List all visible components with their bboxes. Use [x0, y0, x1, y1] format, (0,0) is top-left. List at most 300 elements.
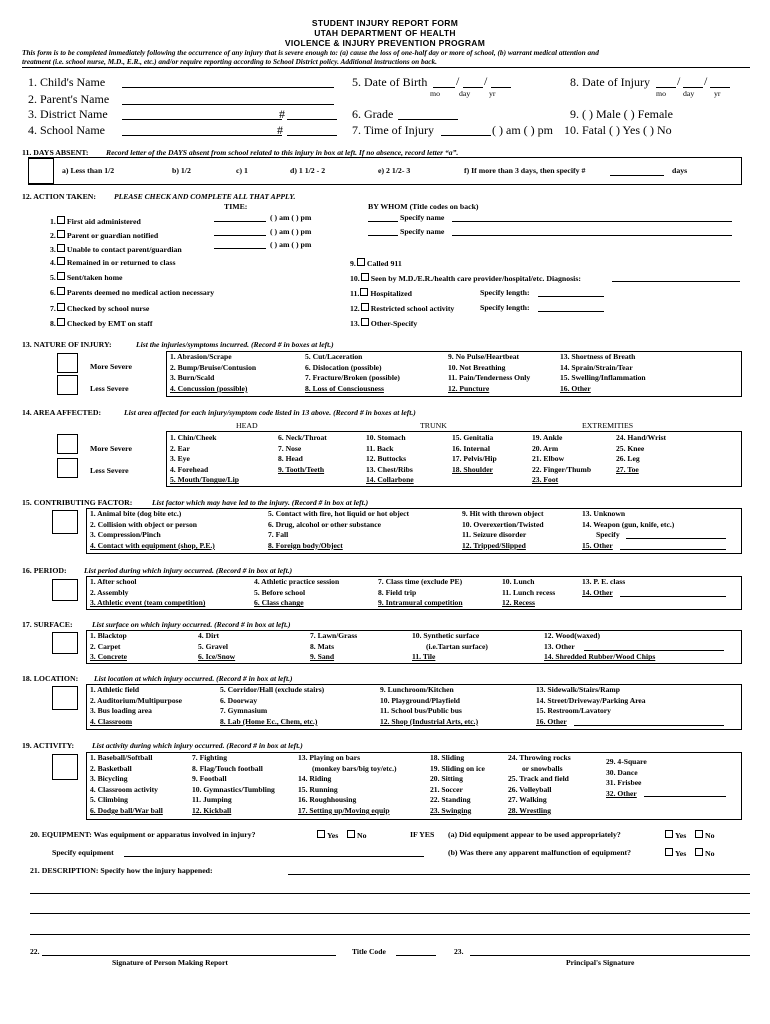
- surface-col-3: [310, 631, 357, 663]
- area-code: 21. Elbow: [532, 454, 565, 464]
- nature-code: 16. Other: [560, 383, 591, 393]
- description-line-3[interactable]: [30, 913, 750, 914]
- factor-code: 1. Animal bite (dog bite etc.): [90, 509, 182, 518]
- title-code-field[interactable]: [396, 955, 436, 956]
- activity-title: 19. ACTIVITY:: [22, 741, 75, 750]
- principal-signature-field[interactable]: [470, 955, 750, 956]
- nature-more-severe-box[interactable]: [57, 353, 78, 373]
- location-code: 7. Gymnasium: [220, 706, 268, 716]
- action-item-8[interactable]: [50, 318, 153, 328]
- action-7-checkbox[interactable]: [57, 303, 65, 311]
- time-of-injury-field[interactable]: [441, 135, 491, 136]
- activity-col-5: [508, 753, 571, 817]
- activity-code: 29. 4-Square: [606, 757, 647, 766]
- area-more-severe-box[interactable]: [57, 434, 78, 454]
- action-13-checkbox[interactable]: [361, 318, 369, 326]
- action-item-2[interactable]: [50, 230, 158, 240]
- injury-yr-caption: yr: [714, 89, 721, 98]
- activity-instructions: List activity during which injury occurred. (Record # in box at left.): [92, 741, 303, 750]
- action-11-label: Hospitalized: [370, 289, 412, 298]
- location-code: 6. Doorway: [220, 695, 258, 705]
- action-item-1[interactable]: [50, 216, 141, 226]
- surface-col-5: [544, 631, 655, 663]
- period-box[interactable]: [52, 579, 78, 601]
- area-code: 4. Forehead: [170, 464, 209, 474]
- surface-code: 3. Concrete: [90, 652, 127, 662]
- action-item-7[interactable]: [50, 303, 149, 313]
- weapon-specify-field[interactable]: [626, 538, 726, 539]
- activity-code: 15. Running: [298, 784, 338, 794]
- action-3-label: Unable to contact parent/guardian: [66, 245, 182, 254]
- period-code: 5. Before school: [254, 587, 306, 597]
- instructions-line-2: treatment (i.e. school nurse, M.D., E.R., etc.) and/or require reporting according to School District policy. Additional instructions on back.: [22, 57, 438, 66]
- equipment-a-no[interactable]: [694, 830, 715, 840]
- period-code: 7. Class time (exclude PE): [378, 577, 463, 586]
- fatal-options[interactable]: 10. Fatal ( ) Yes ( ) No: [564, 123, 672, 137]
- action-9-label: Called 911: [366, 259, 402, 268]
- activity-col-1: [90, 753, 163, 817]
- nature-less-severe-box[interactable]: [57, 375, 78, 395]
- area-code: 11. Back: [366, 443, 394, 453]
- action-item-5[interactable]: [50, 272, 123, 282]
- days-specify-field[interactable]: [610, 175, 664, 176]
- location-other-field[interactable]: [574, 725, 724, 726]
- description-line-4[interactable]: [30, 934, 750, 935]
- activity-code: 1. Baseball/Softball: [90, 753, 153, 762]
- equipment-question-b: (b) Was there any apparent malfunction of equipment?: [448, 848, 632, 857]
- factor-code: 4. Contact with equipment (shop, P.E.): [90, 540, 215, 550]
- factor-col-3: [462, 509, 544, 551]
- factor-other-field[interactable]: [620, 549, 726, 550]
- birth-date-label: 5. Date of Birth: [352, 75, 428, 89]
- action-item-9[interactable]: [350, 258, 402, 268]
- days-option-f: f) If more than 3 days, then specify #: [464, 166, 586, 175]
- nature-code: 8. Loss of Consciousness: [305, 383, 384, 393]
- action-10-label: Seen by M.D./E.R./health care provider/hospital/etc. Diagnosis:: [370, 274, 581, 283]
- birth-day-caption: day: [459, 89, 471, 98]
- program-name: VIOLENCE & INJURY PREVENTION PROGRAM: [284, 38, 486, 48]
- area-code: 23. Foot: [532, 475, 559, 485]
- activity-other-field[interactable]: [644, 796, 726, 797]
- nature-col-1: [170, 352, 256, 394]
- department-name: UTAH DEPARTMENT OF HEALTH: [314, 28, 456, 38]
- nature-code: 1. Abrasion/Scrape: [170, 352, 232, 361]
- action-6-label: Parents deemed no medical action necessary: [66, 288, 215, 297]
- activity-code: 13. Playing on bars: [298, 753, 361, 762]
- activity-code: 25. Track and field: [508, 774, 569, 784]
- action-1-time-field[interactable]: [214, 221, 266, 222]
- area-less-severe-box[interactable]: [57, 458, 78, 478]
- activity-col-4: [430, 753, 485, 817]
- action-1-number: 1.: [50, 217, 56, 226]
- area-code: 10. Stomach: [366, 433, 406, 442]
- principal-signature-caption: Principal's Signature: [566, 958, 635, 967]
- equipment-b-no-label: No: [705, 849, 715, 858]
- area-code: 26. Leg: [616, 454, 640, 464]
- injury-day-caption: day: [683, 89, 695, 98]
- activity-code: 14. Riding: [298, 774, 332, 784]
- nature-code: 13. Shortness of Breath: [560, 352, 636, 361]
- surface-code: 12. Wood(waxed): [544, 631, 600, 640]
- nature-code: 4. Concussion (possible): [170, 383, 248, 393]
- activity-code: 32. Other: [606, 788, 637, 798]
- area-code: 16. Internal: [452, 443, 490, 453]
- action-11-checkbox[interactable]: [360, 288, 368, 296]
- action-3-ampm[interactable]: ( ) am ( ) pm: [270, 240, 312, 249]
- action-4-checkbox[interactable]: [57, 257, 65, 265]
- activity-code: 18. Sliding: [430, 753, 465, 762]
- area-extremities-header: EXTREMITIES: [582, 421, 634, 430]
- area-col-5: [532, 433, 591, 486]
- action-item-6[interactable]: [50, 287, 214, 297]
- equipment-no[interactable]: [346, 830, 367, 840]
- period-other-field[interactable]: [620, 596, 726, 597]
- activity-code: 2. Basketball: [90, 763, 132, 773]
- days-absent-box[interactable]: [28, 158, 54, 184]
- factor-box[interactable]: [52, 510, 78, 534]
- factor-code: Specify: [596, 530, 620, 540]
- factor-instructions: List factor which may have led to the injury. (Record # in box at left.): [152, 498, 369, 507]
- factor-code: 2. Collision with object or person: [90, 519, 198, 529]
- surface-code: 1. Blacktop: [90, 631, 127, 640]
- action-item-3[interactable]: [50, 244, 182, 254]
- activity-code: 19. Sliding on ice: [430, 763, 485, 773]
- form-title: STUDENT INJURY REPORT FORM: [311, 18, 459, 28]
- activity-code: 9. Football: [192, 774, 227, 784]
- surface-code: (i.e.Tartan surface): [426, 641, 488, 651]
- activity-code: 16. Roughhousing: [298, 795, 357, 805]
- action-12-number: 12.: [350, 304, 360, 313]
- specify-equipment-field[interactable]: [124, 856, 424, 857]
- area-code: 14. Collarbone: [366, 475, 414, 485]
- action-item-11[interactable]: [350, 288, 412, 298]
- equipment-a-yes-label: Yes: [675, 831, 687, 840]
- injury-year-field[interactable]: [710, 87, 730, 88]
- action-1-title-code-field[interactable]: [368, 221, 398, 222]
- activity-code: 12. Kickball: [192, 805, 232, 815]
- action-10-checkbox[interactable]: [361, 273, 369, 281]
- days-caption: days: [672, 166, 688, 175]
- area-code: 25. Knee: [616, 443, 645, 453]
- nature-code: 7. Fracture/Broken (possible): [305, 373, 400, 383]
- area-code: 3. Eye: [170, 454, 190, 464]
- activity-code: 26. Volleyball: [508, 784, 552, 794]
- birth-year-field[interactable]: [491, 87, 511, 88]
- header-divider: [22, 67, 750, 68]
- surface-title: 17. SURFACE:: [22, 620, 73, 629]
- surface-code: 14. Shredded Rubber/Wood Chips: [544, 652, 656, 662]
- activity-code: 7. Fighting: [192, 753, 228, 762]
- equipment-b-yes[interactable]: [664, 848, 686, 858]
- activity-code: 17. Setting up/Moving equip: [298, 805, 390, 815]
- period-col-1: [90, 577, 205, 609]
- nature-code: 15. Swelling/Inflammation: [560, 373, 646, 383]
- action-item-4[interactable]: [50, 257, 176, 267]
- activity-code: or snowballs: [522, 763, 563, 773]
- action-6-number: 6.: [50, 288, 56, 297]
- action-1-specify-field[interactable]: [452, 221, 732, 222]
- grade-label: 6. Grade: [352, 107, 394, 121]
- action-3-checkbox[interactable]: [57, 244, 65, 252]
- area-col-1: [170, 433, 239, 486]
- area-col-4: [452, 433, 497, 475]
- surface-code: 8. Mats: [310, 641, 335, 651]
- action-12-checkbox[interactable]: [361, 303, 369, 311]
- parent-name-label: 2. Parent's Name: [28, 92, 110, 106]
- action-5-label: Sent/taken home: [66, 273, 123, 282]
- location-code: 10. Playground/Playfield: [380, 695, 461, 705]
- action-3-number: 3.: [50, 245, 56, 254]
- factor-code: 3. Compression/Pinch: [90, 530, 161, 540]
- action-1-checkbox[interactable]: [57, 216, 65, 224]
- factor-code: 5. Contact with fire, hot liquid or hot object: [268, 509, 410, 518]
- period-code: 13. P. E. class: [582, 577, 626, 586]
- surface-instructions: List surface on which injury occurred. (Record # in box at left.): [92, 620, 291, 629]
- equipment-b-yes-label: Yes: [675, 849, 687, 858]
- area-code: 9. Tooth/Teeth: [278, 464, 325, 474]
- period-col-2: [254, 577, 339, 609]
- factor-code: 14. Weapon (gun, knife, etc.): [582, 519, 675, 529]
- factor-code: 6. Drug, alcohol or other substance: [268, 519, 381, 529]
- surface-other-field[interactable]: [584, 650, 724, 651]
- location-box[interactable]: [52, 686, 78, 710]
- equipment-a-yes-checkbox[interactable]: [665, 830, 673, 838]
- action-8-checkbox[interactable]: [57, 318, 65, 326]
- period-code: 10. Lunch: [502, 577, 535, 586]
- signature-23-number: 23.: [454, 947, 464, 956]
- gender-options[interactable]: 9. ( ) Male ( ) Female: [570, 107, 673, 121]
- activity-code: 23. Swinging: [430, 805, 472, 815]
- location-col-4: [536, 685, 646, 727]
- area-code: 18. Shoulder: [452, 464, 493, 474]
- equipment-b-no[interactable]: [694, 848, 715, 858]
- area-code: 19. Ankle: [532, 433, 563, 442]
- district-name-label: 3. District Name: [28, 107, 108, 121]
- factor-code: 8. Foreign body/Object: [268, 540, 343, 550]
- equipment-question-a: (a) Did equipment appear to be used appropriately?: [448, 830, 621, 839]
- days-option-e: e) 2 1/2- 3: [378, 166, 411, 175]
- factor-code: 15. Other: [582, 540, 613, 550]
- nature-code: 10. Not Breathing: [448, 362, 506, 372]
- action-8-label: Checked by EMT on staff: [66, 319, 153, 328]
- district-name-field[interactable]: [122, 119, 282, 120]
- period-col-4: [502, 577, 555, 609]
- nature-col-4: [560, 352, 646, 394]
- nature-code: 14. Sprain/Strain/Tear: [560, 362, 633, 372]
- location-code: 9. Lunchroom/Kitchen: [380, 685, 454, 694]
- area-code: 6. Neck/Throat: [278, 433, 327, 442]
- district-number-field[interactable]: [287, 119, 337, 120]
- nature-title: 13. NATURE OF INJURY:: [22, 340, 112, 349]
- injury-month-field[interactable]: [656, 87, 676, 88]
- area-trunk-header: TRUNK: [420, 421, 447, 430]
- nature-code: 6. Dislocation (possible): [305, 362, 382, 372]
- action-6-checkbox[interactable]: [57, 287, 65, 295]
- activity-code: 8. Flag/Touch football: [192, 763, 263, 773]
- surface-box[interactable]: [52, 632, 78, 654]
- nature-code: 9. No Pulse/Heartbeat: [448, 352, 520, 361]
- activity-code: 10. Gymnastics/Tumbling: [192, 784, 275, 794]
- action-2-specify-field[interactable]: [452, 235, 732, 236]
- location-code: 11. School bus/Public bus: [380, 706, 462, 716]
- action-4-number: 4.: [50, 258, 56, 267]
- action-2-specify-label: Specify name: [400, 227, 445, 236]
- area-more-severe-label: More Severe: [90, 444, 132, 453]
- action-2-ampm[interactable]: ( ) am ( ) pm: [270, 227, 312, 236]
- action-2-number: 2.: [50, 231, 56, 240]
- school-number-field[interactable]: [287, 135, 337, 136]
- nature-code: 2. Bump/Bruise/Contusion: [170, 362, 257, 372]
- location-code: 16. Other: [536, 716, 567, 726]
- birth-day-field[interactable]: [463, 87, 483, 88]
- activity-code: 24. Throwing rocks: [508, 753, 571, 762]
- injury-slash-1: /: [677, 74, 681, 88]
- area-code: 17. Pelvis/Hip: [452, 454, 497, 464]
- action-7-label: Checked by school nurse: [66, 304, 150, 313]
- school-number-label: #: [277, 123, 283, 137]
- location-instructions: List location at which injury occurred. (Record # in box at left.): [94, 674, 293, 683]
- days-option-b: b) 1/2: [172, 166, 191, 175]
- action-5-checkbox[interactable]: [57, 272, 65, 280]
- area-code: 2. Ear: [170, 443, 190, 453]
- location-code: 5. Corridor/Hall (exclude stairs): [220, 685, 325, 694]
- period-instructions: List period during which injury occurred. (Record # in box at left.): [84, 566, 293, 575]
- description-line-2[interactable]: [30, 893, 750, 894]
- signature-22-number: 22.: [30, 947, 40, 956]
- period-code: 9. Intramural competition: [378, 598, 463, 608]
- period-code: 11. Lunch recess: [502, 587, 556, 597]
- child-name-field[interactable]: [122, 87, 334, 88]
- restricted-length-field[interactable]: [538, 311, 604, 312]
- action-3-time-field[interactable]: [214, 248, 266, 249]
- location-code: 4. Classroom: [90, 716, 133, 726]
- equipment-yes[interactable]: [316, 830, 338, 840]
- period-code: 4. Athletic practice session: [254, 577, 340, 586]
- parent-name-field[interactable]: [122, 104, 334, 105]
- nature-code: 5. Cut/Laceration: [305, 352, 363, 361]
- activity-code: (monkey bars/big toy/etc.): [312, 763, 397, 773]
- instructions-line-1: This form is to be completed immediately following the occurrence of any injury that is severe enough to: (a) cause the loss of one-half day or more of school, (b) warrant medical attention and: [22, 48, 599, 57]
- action-item-10[interactable]: [350, 273, 581, 283]
- time-ampm-options[interactable]: ( ) am ( ) pm: [492, 123, 553, 137]
- birth-month-field[interactable]: [433, 87, 455, 88]
- nature-code: 12. Puncture: [448, 383, 490, 393]
- surface-code: 6. Ice/Snow: [198, 652, 236, 662]
- hospital-length-field[interactable]: [538, 296, 604, 297]
- activity-col-2: [192, 753, 275, 817]
- area-head-header: HEAD: [236, 421, 258, 430]
- description-label: 21. DESCRIPTION: Specify how the injury happened:: [30, 866, 213, 875]
- nature-instructions: List the injuries/symptoms incurred. (Record # in boxes at left.): [136, 340, 334, 349]
- surface-code: 13. Other: [544, 641, 575, 651]
- action-item-12[interactable]: [350, 303, 454, 313]
- area-col-3: [366, 433, 414, 486]
- activity-col-3: [298, 753, 397, 817]
- period-title: 16. PERIOD:: [22, 566, 67, 575]
- surface-col-4: [412, 631, 488, 663]
- activity-code: 6. Dodge ball/War ball: [90, 805, 163, 815]
- school-name-field[interactable]: [122, 135, 282, 136]
- diagnosis-field[interactable]: [612, 281, 740, 282]
- equipment-b-no-checkbox[interactable]: [695, 848, 703, 856]
- location-code: 13. Sidewalk/Stairs/Ramp: [536, 685, 620, 694]
- activity-code: 11. Jumping: [192, 795, 232, 805]
- location-code: 2. Auditorium/Multipurpose: [90, 695, 182, 705]
- injury-day-field[interactable]: [683, 87, 703, 88]
- period-col-3: [378, 577, 463, 609]
- location-code: 8. Lab (Home Ec., Chem, etc.): [220, 716, 318, 726]
- period-col-5: [582, 577, 625, 598]
- equipment-yes-checkbox[interactable]: [317, 830, 325, 838]
- period-code: 8. Field trip: [378, 587, 417, 597]
- factor-code: 11. Seizure disorder: [462, 530, 527, 540]
- birth-slash-2: /: [484, 74, 488, 88]
- period-code: 14. Other: [582, 587, 613, 597]
- factor-code: 9. Hit with thrown object: [462, 509, 544, 518]
- equipment-no-checkbox[interactable]: [347, 830, 355, 838]
- action-9-checkbox[interactable]: [357, 258, 365, 266]
- days-absent-instructions: Record letter of the DAYS absent from school related to this injury in box at left. If no absence, record letter “a”.: [106, 148, 459, 157]
- area-code: 13. Chest/Ribs: [366, 464, 413, 474]
- location-code: 1. Athletic field: [90, 685, 140, 694]
- action-2-title-code-field[interactable]: [368, 235, 398, 236]
- action-item-13[interactable]: [350, 318, 417, 328]
- action-12-label: Restricted school activity: [370, 304, 455, 313]
- period-code: 12. Recess: [502, 598, 535, 608]
- location-col-2: [220, 685, 324, 727]
- surface-code: 9. Sand: [310, 652, 335, 662]
- location-col-1: [90, 685, 182, 727]
- period-code: 2. Assembly: [90, 587, 129, 597]
- activity-code: 28. Wrestling: [508, 805, 552, 815]
- action-9-number: 9.: [350, 259, 356, 268]
- activity-box[interactable]: [52, 754, 78, 780]
- nature-col-2: [305, 352, 400, 394]
- action-7-number: 7.: [50, 304, 56, 313]
- reporter-signature-caption: Signature of Person Making Report: [112, 958, 228, 967]
- child-name-label: 1. Child's Name: [28, 75, 106, 89]
- action-taken-title: 12. ACTION TAKEN:: [22, 192, 97, 201]
- equipment-b-yes-checkbox[interactable]: [665, 848, 673, 856]
- activity-code: 27. Walking: [508, 795, 547, 805]
- equipment-a-yes[interactable]: [664, 830, 686, 840]
- equipment-a-no-label: No: [705, 831, 715, 840]
- equipment-question: 20. EQUIPMENT: Was equipment or apparatus involved in injury?: [30, 830, 256, 839]
- restricted-length-label: Specify length:: [480, 303, 530, 312]
- equipment-a-no-checkbox[interactable]: [695, 830, 703, 838]
- factor-code: 12. Tripped/Slipped: [462, 540, 526, 550]
- location-code: 3. Bus loading area: [90, 706, 152, 716]
- grade-field[interactable]: [398, 119, 458, 120]
- reporter-signature-field[interactable]: [42, 955, 336, 956]
- action-1-ampm[interactable]: ( ) am ( ) pm: [270, 213, 312, 222]
- birth-mo-caption: mo: [430, 89, 440, 98]
- action-2-time-field[interactable]: [214, 235, 266, 236]
- action-2-checkbox[interactable]: [57, 230, 65, 238]
- action-1-specify-label: Specify name: [400, 213, 445, 222]
- area-code: 27. Toe: [616, 464, 639, 474]
- action-taken-instructions: PLEASE CHECK AND COMPLETE ALL THAT APPLY.: [114, 192, 296, 201]
- description-line-1[interactable]: [288, 874, 750, 875]
- surface-code: 11. Tile: [412, 652, 436, 662]
- area-code: 22. Finger/Thumb: [532, 464, 592, 474]
- area-code: 1. Chin/Cheek: [170, 433, 217, 442]
- surface-code: 4. Dirt: [198, 631, 220, 640]
- action-8-number: 8.: [50, 319, 56, 328]
- equipment-yes-label: Yes: [327, 831, 339, 840]
- days-option-c: c) 1: [236, 166, 248, 175]
- activity-code: 4. Classroom activity: [90, 784, 158, 794]
